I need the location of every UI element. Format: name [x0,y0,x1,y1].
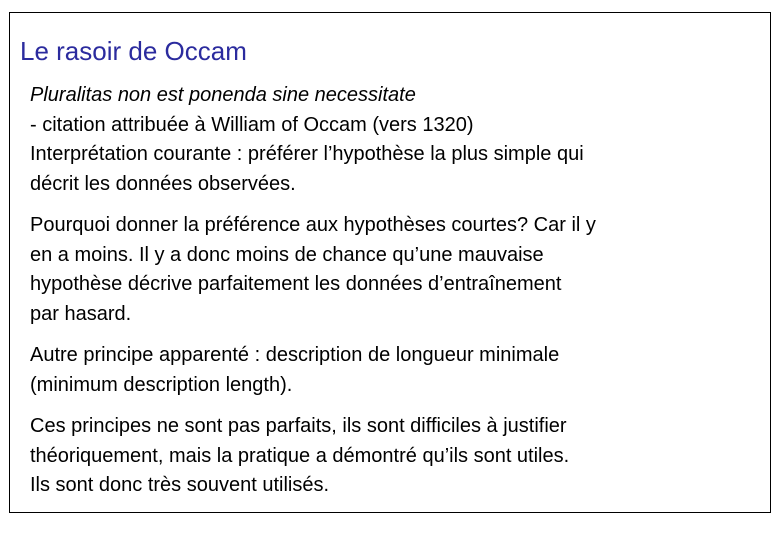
interpretation-paragraph [30,140,765,199]
paragraph-line: Pourquoi donner la préférence aux hypothèses courtes? Car il y [30,214,596,236]
quote-attribution: - citation attribuée à William of Occam (vers 1320) [30,113,474,136]
slide-body [30,81,765,501]
paragraph-line: théoriquement, mais la pratique a démontré qu’ils sont utiles. [30,444,570,467]
paragraph-line: décrit les données observées. [30,172,296,195]
paragraph-line: Autre principe apparenté : description de longueur minimale [30,344,560,366]
slide-title: Le rasoir de Occam [20,36,247,66]
paragraph-line: par hasard. [30,302,132,325]
paragraph-line: Interprétation courante : préférer l’hypothèse la plus simple qui [30,143,584,165]
why-paragraph [30,211,765,329]
paragraph-line: en a moins. Il y a donc moins de chance qu’une mauvaise [30,243,544,266]
slide-frame [9,12,771,513]
conclusion-paragraph [30,412,765,501]
paragraph-line: hypothèse décrive parfaitement les données d’entraînement [30,273,562,295]
latin-quote: Pluralitas non est ponenda sine necessitate [30,84,416,106]
paragraph-line: (minimum description length). [30,373,293,396]
paragraph-line: Ils sont donc très souvent utilisés. [30,474,330,496]
paragraph-line: Ces principes ne sont pas parfaits, ils sont difficiles à justifier [30,415,567,437]
mdl-paragraph [30,341,765,400]
quote-paragraph [30,81,765,140]
